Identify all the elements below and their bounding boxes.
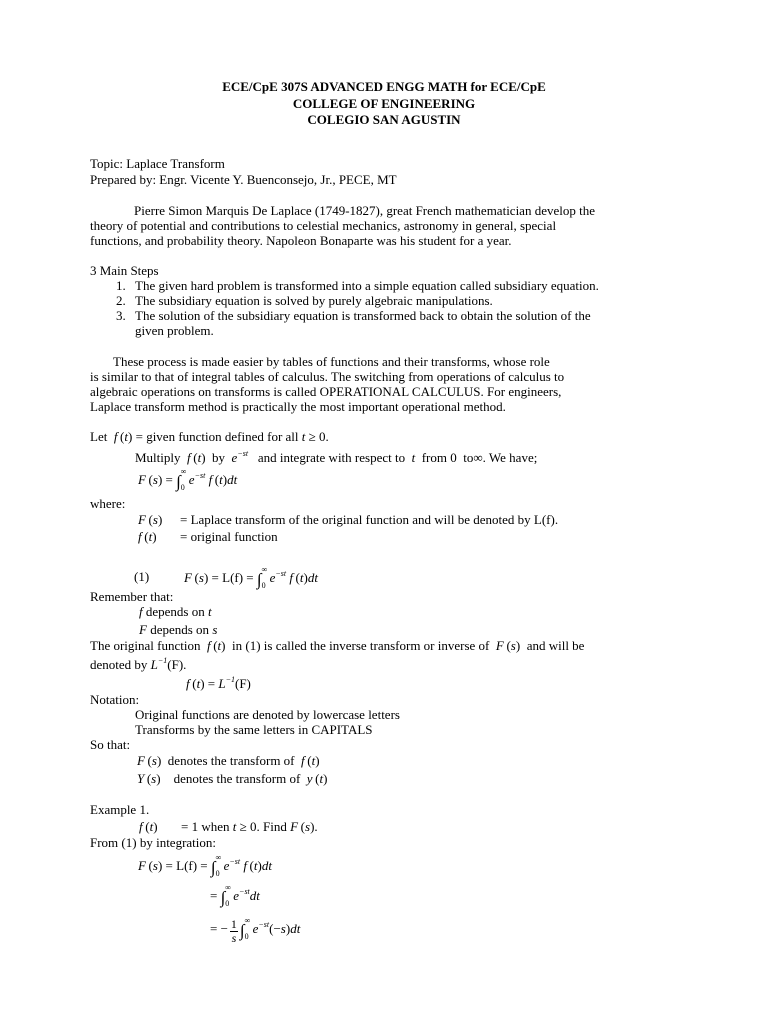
example-step-3: = − $\frac{1}{s}$ ∫ ∞ 0 $e^{-st}(-s)dt$ — [210, 916, 301, 945]
inverse-equation: f $(t) = L^{-1}(F)$ — [186, 675, 251, 691]
process-line-3: algebraic operations on transforms is called OPERATIONAL CALCULUS. For engineers, — [90, 384, 562, 399]
intro-line-3: functions, and probability theory. Napoleon Bonaparte was his student for a year. — [90, 233, 512, 248]
remember-heading: Remember that: — [90, 589, 174, 604]
step-3-text-cont: given problem. — [135, 323, 214, 338]
example-ft-symbol: f (t) — [139, 819, 158, 834]
example-step-1: F (s) = L(f) = ∫ ∞ 0 $e^{-st}$ f (t)dt — [138, 853, 272, 878]
denoted-by-line: denoted by $L^{-1}(F)$. — [90, 656, 187, 672]
equation-number-1: (1) — [134, 569, 150, 584]
step-3-number: 3. — [116, 308, 126, 323]
equation-1: F (s) = L(f) = ∫ ∞ 0 $e^{-st}$ f (t)dt — [184, 565, 318, 590]
inverse-transform-line: The original function f (t) in (1) is called the inverse transform or inverse of F (s) and will be — [90, 638, 585, 653]
step-2-number: 2. — [116, 293, 126, 308]
example-statement: = 1 when t ≥ 0. Find F (s). — [181, 819, 318, 834]
multiply-line: Multiply f (t) by $e^{-st}$ and integrate with respect to t from 0 to∞. We have; — [135, 449, 538, 465]
process-line-4: Laplace transform method is practically the most important operational method. — [90, 399, 506, 414]
where-label: where: — [90, 496, 126, 511]
example-step-2: = ∫ ∞ 0 $e^{-st}dt$ — [210, 883, 260, 908]
Fs-description: = Laplace transform of the original function and will be denoted by L(f). — [180, 512, 559, 527]
let-definition-line: Let f (t) = given function defined for all t ≥ 0. — [90, 429, 329, 444]
ft-symbol: f (t) — [138, 529, 157, 544]
laplace-integral-definition: F (s) = ∫ ∞ 0 $e^{-st}$ f (t)dt — [138, 467, 238, 492]
from-integration-line: From (1) by integration: — [90, 835, 217, 850]
so-that-label: So that: — [90, 737, 131, 752]
intro-line-1: Pierre Simon Marquis De Laplace (1749-1827), great French mathematician develop the — [134, 203, 595, 218]
header-school: COLEGIO SAN AGUSTIN — [307, 112, 461, 127]
steps-heading: 3 Main Steps — [90, 263, 159, 278]
notation-heading: Notation: — [90, 692, 140, 707]
step-1-text: The given hard problem is transformed into a simple equation called subsidiary equation. — [135, 278, 599, 293]
example-heading: Example 1. — [90, 802, 150, 817]
header-course-title: ECE/CpE 307S ADVANCED ENGG MATH for ECE/CpE — [222, 79, 546, 94]
step-3-text: The solution of the subsidiary equation is transformed back to obtain the solution of the — [135, 308, 591, 323]
intro-line-2: theory of potential and contributions to celestial mechanics, astronomy in general, special — [90, 218, 557, 233]
process-line-1: These process is made easier by tables of functions and their transforms, whose role — [113, 354, 550, 369]
notation-Y-line: Y (s) denotes the transform of y (t) — [137, 771, 328, 786]
step-2-text: The subsidiary equation is solved by purely algebraic manipulations. — [135, 293, 493, 308]
prepared-by-line: Prepared by: Engr. Vicente Y. Buenconsejo, Jr., PECE, MT — [90, 172, 397, 187]
header-college: COLLEGE OF ENGINEERING — [292, 96, 476, 111]
process-line-2: is similar to that of integral tables of calculus. The switching from operations of calculus to — [90, 369, 565, 384]
topic-line: Topic: Laplace Transform — [90, 156, 225, 171]
notation-line-1: Original functions are denoted by lowercase letters — [135, 707, 400, 722]
notation-F-line: F (s) denotes the transform of f (t) — [137, 753, 320, 768]
notation-line-2: Transforms by the same letters in CAPITALS — [135, 722, 373, 737]
F-depends-line: F depends on s — [139, 622, 218, 637]
step-1-number: 1. — [116, 278, 126, 293]
f-depends-line: f depends on t — [139, 604, 212, 619]
Fs-symbol: F (s) — [138, 512, 163, 527]
ft-description: = original function — [180, 529, 278, 544]
